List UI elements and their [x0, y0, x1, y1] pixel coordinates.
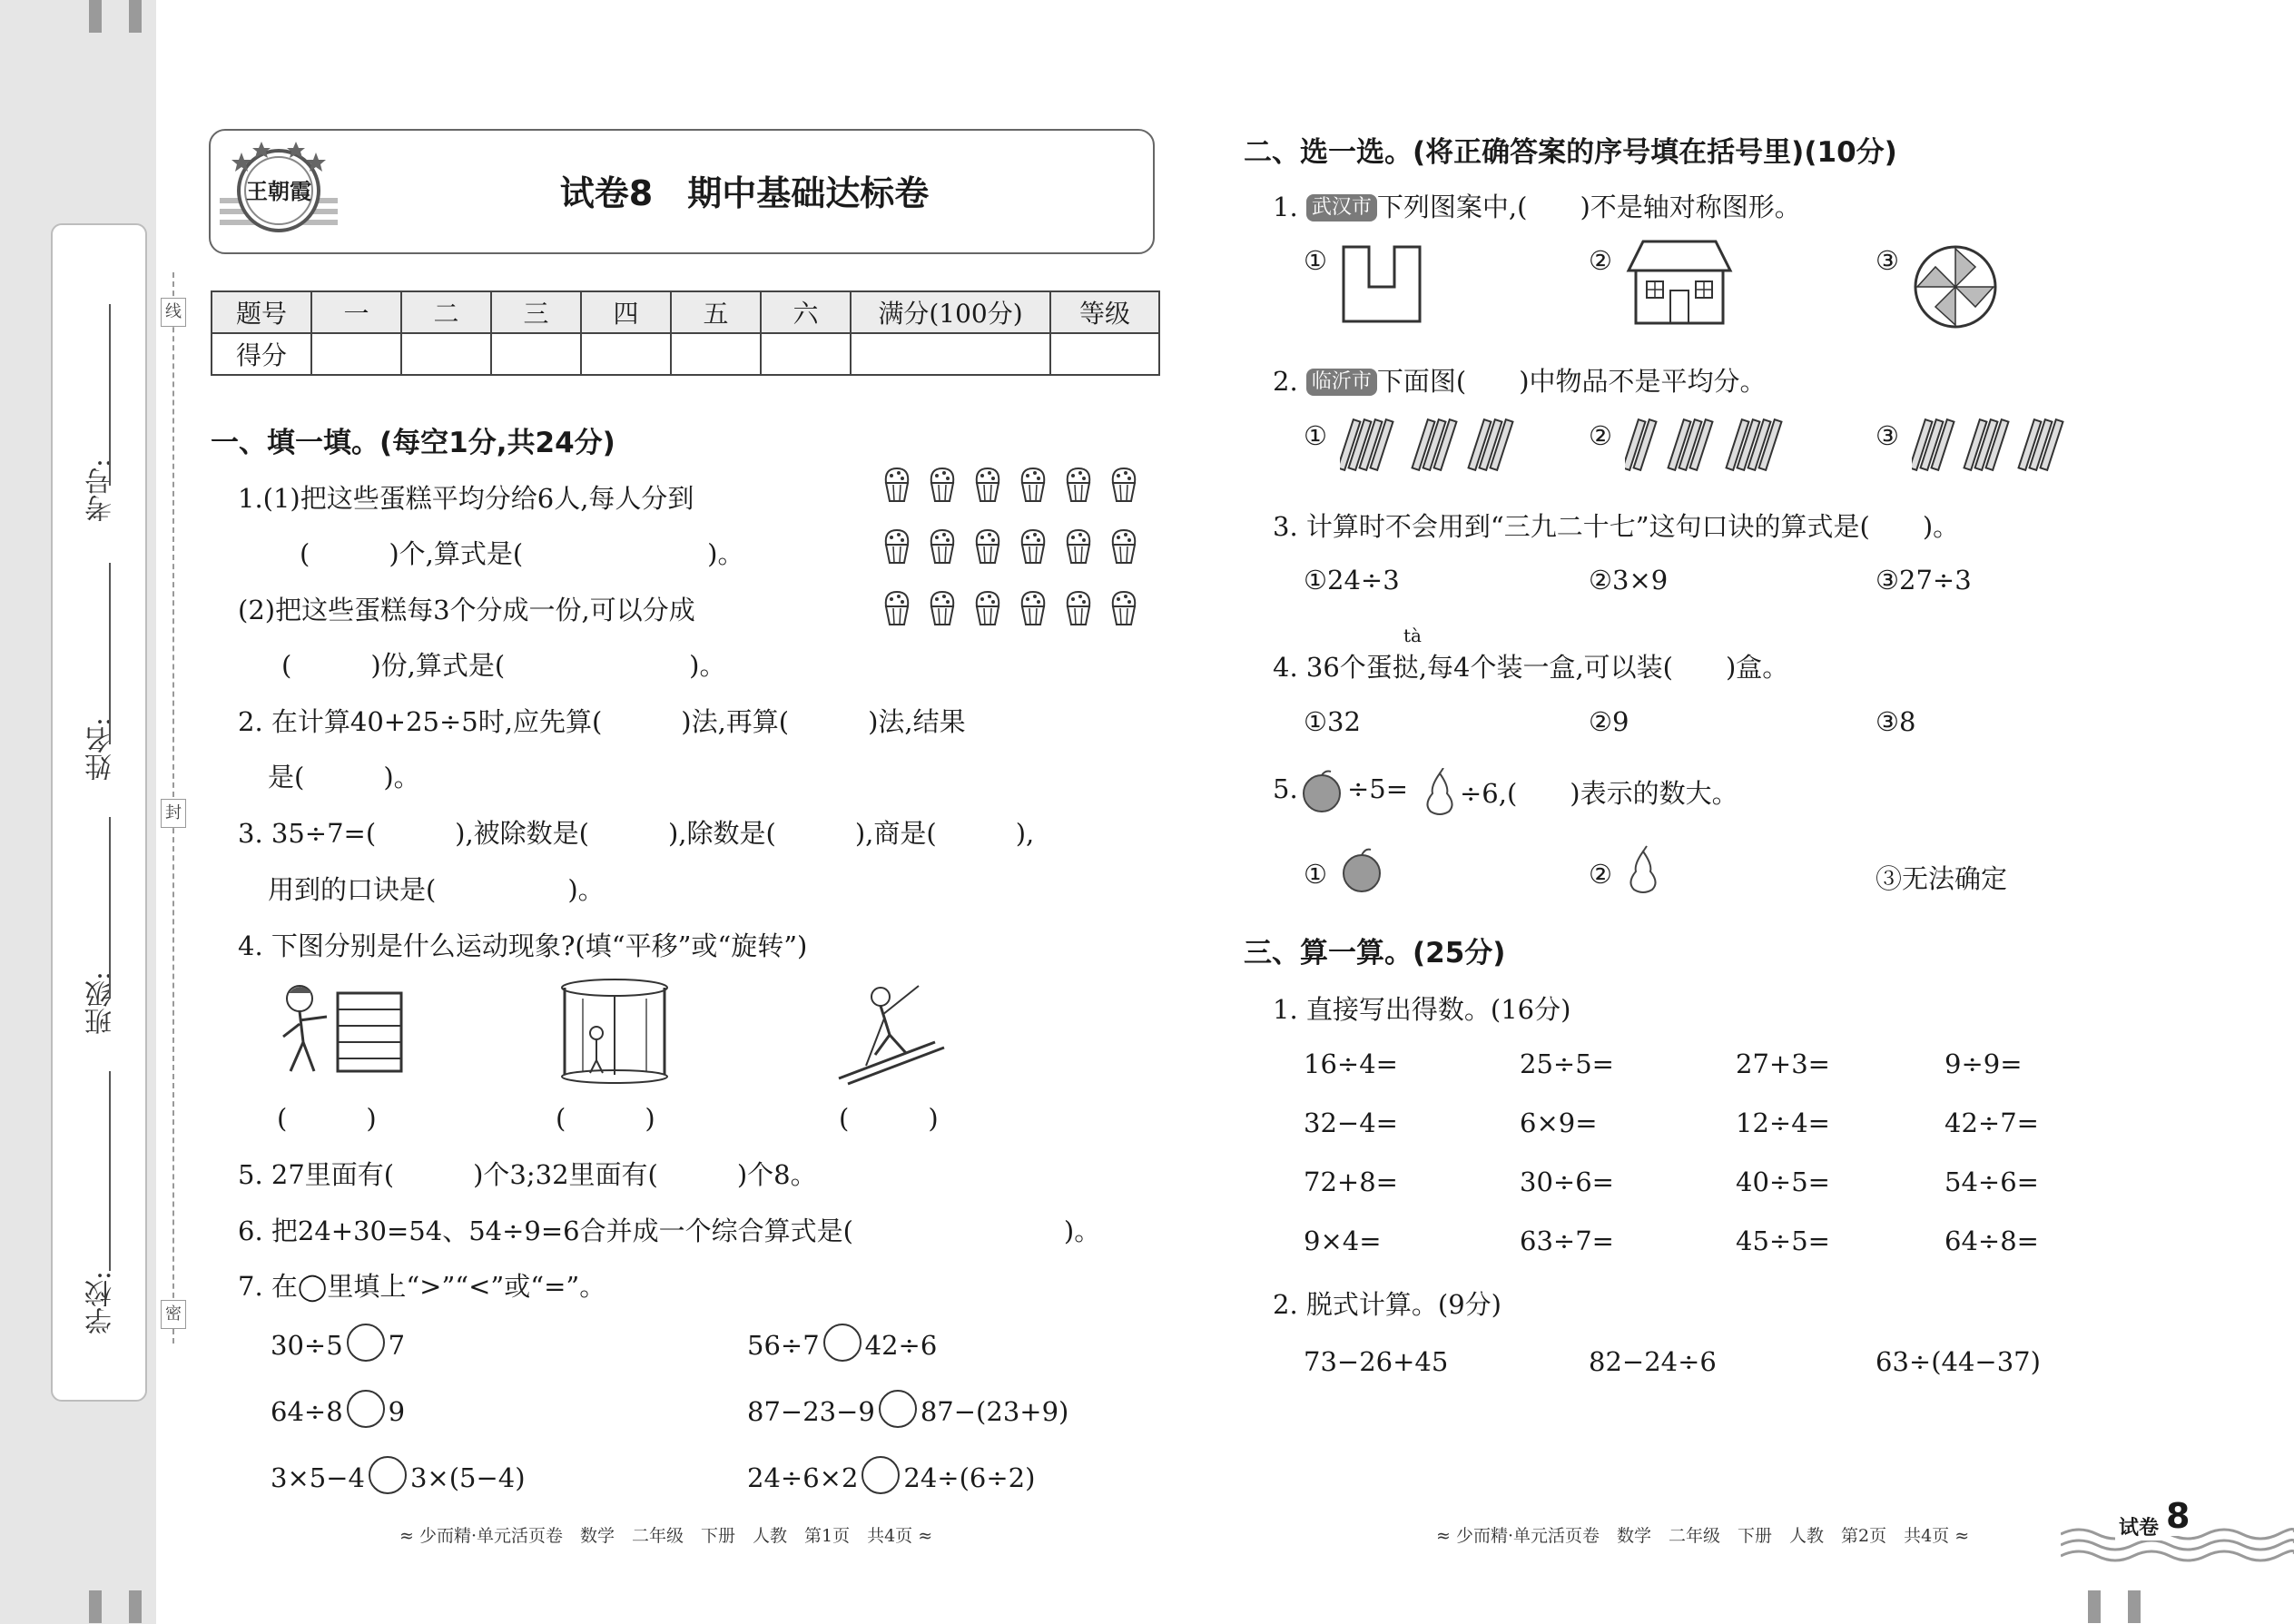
table-cell: 五	[671, 291, 761, 333]
calc-item: 16÷4=	[1304, 1048, 1398, 1079]
school-field[interactable]	[109, 1071, 111, 1271]
score-cell[interactable]	[851, 333, 1050, 375]
pencils-group-1	[1340, 416, 1521, 476]
question-1-line: 1.(1)把这些蛋糕平均分给6人,每人分到	[238, 483, 694, 514]
cut-char: 封	[161, 799, 186, 828]
score-cell[interactable]	[671, 333, 761, 375]
question-text: 下面图( )中物品不是平均分。	[1376, 366, 1767, 397]
table-cell: 等级	[1050, 291, 1159, 333]
choice-question-5-mid: ÷5=	[1347, 773, 1409, 804]
compare-circle[interactable]	[823, 1324, 861, 1362]
pencils-group-2	[1625, 416, 1807, 476]
table-cell: 六	[761, 291, 851, 333]
compare-circle[interactable]	[879, 1390, 917, 1428]
option-label[interactable]: ②3×9	[1589, 565, 1669, 595]
option-label[interactable]: ③	[1876, 420, 1899, 451]
question-4-line: 4. 下图分别是什么运动现象?(填“平移”或“旋转”)	[238, 930, 808, 961]
calc-item: 9×4=	[1304, 1225, 1382, 1256]
step-calc-item: 63÷(44−37)	[1876, 1346, 2041, 1377]
name-label: 姓名:	[85, 717, 117, 782]
compare-circle[interactable]	[347, 1390, 385, 1428]
registration-mark	[89, 0, 102, 33]
question-3-line: 3. 35÷7=( ),被除数是( ),除数是( ),商是( ),	[238, 818, 1035, 849]
house-figure	[1625, 238, 1734, 327]
page-footer-right: ≈ 少而精·单元活页卷 数学 二年级 下册 人教 第2页 共4页 ≈	[1436, 1526, 1970, 1546]
answer-blank[interactable]: ( )	[277, 1103, 377, 1134]
calc-item: 27+3=	[1736, 1048, 1830, 1079]
compare-right: 7	[388, 1330, 406, 1361]
question-1-line: ( )份,算式是( )。	[281, 650, 726, 681]
u-shape-figure	[1340, 243, 1423, 325]
option-label[interactable]: ①32	[1304, 706, 1361, 737]
answer-blank[interactable]: ( )	[839, 1103, 939, 1134]
option-label[interactable]: ②	[1589, 245, 1612, 276]
compare-left: 64÷8	[271, 1396, 343, 1427]
exam-number-label: 考号:	[85, 458, 117, 523]
exam-number-field[interactable]	[109, 304, 111, 486]
svg-text:王朝霞: 王朝霞	[246, 179, 311, 204]
revolving-door-picture	[556, 977, 674, 1086]
score-table-header-row	[212, 291, 1159, 333]
skier-picture	[835, 979, 953, 1088]
table-cell: 题号	[212, 291, 311, 333]
choice-question-4: 4. 36个蛋挞,每4个装一盒,可以装( )盒。	[1273, 652, 1789, 683]
class-label: 班级:	[85, 971, 117, 1036]
score-cell[interactable]	[311, 333, 401, 375]
calc-item: 32−4=	[1304, 1107, 1398, 1138]
option-label[interactable]: ②	[1589, 859, 1612, 890]
option-label[interactable]: ②9	[1589, 706, 1629, 737]
pinwheel-figure	[1912, 243, 1999, 330]
compare-item	[271, 1324, 405, 1362]
registration-mark	[89, 1590, 102, 1623]
choice-question-2: 2. 临沂市 下面图( )中物品不是平均分。	[1273, 366, 1767, 397]
option-label[interactable]: ①24÷3	[1304, 565, 1400, 595]
compare-item	[271, 1390, 405, 1428]
compare-circle[interactable]	[861, 1456, 900, 1494]
publisher-logo	[216, 136, 341, 243]
calc-item: 64÷8=	[1944, 1225, 2039, 1256]
question-6-line: 6. 把24+30=54、54÷9=6合并成一个综合算式是( )。	[238, 1216, 1101, 1246]
cupcakes-picture	[881, 465, 1153, 646]
question-1-line: ( )个,算式是( )。	[300, 538, 744, 569]
question-2-line: 是( )。	[268, 762, 420, 792]
exam-badge-label: 试卷	[2115, 1512, 2162, 1540]
compare-item	[747, 1456, 1035, 1494]
table-cell: 三	[491, 291, 581, 333]
table-cell: 满分(100分)	[851, 291, 1050, 333]
compare-left: 3×5−4	[271, 1462, 365, 1493]
section-3-heading: 三、算一算。(25分)	[1244, 937, 1506, 969]
compare-left: 56÷7	[747, 1330, 820, 1361]
table-cell: 二	[401, 291, 491, 333]
option-label[interactable]: ①	[1304, 245, 1327, 276]
choice-question-3: 3. 计算时不会用到“三九二十七”这句口诀的算式是( )。	[1273, 511, 1960, 542]
registration-mark	[2088, 1590, 2101, 1623]
table-cell: 四	[581, 291, 671, 333]
cut-char: 密	[161, 1300, 186, 1329]
choice-question-5-prefix: 5.	[1273, 773, 1298, 804]
registration-mark	[129, 0, 142, 33]
registration-mark	[2128, 1590, 2141, 1623]
option-label[interactable]: ①	[1304, 420, 1327, 451]
calc-item: 54÷6=	[1944, 1166, 2039, 1197]
calc-item: 40÷5=	[1736, 1166, 1830, 1197]
page-footer-left: ≈ 少而精·单元活页卷 数学 二年级 下册 人教 第1页 共4页 ≈	[399, 1526, 933, 1546]
apple-icon	[1300, 768, 1344, 815]
calc-item: 12÷4=	[1736, 1107, 1830, 1138]
region-tag: 武汉市	[1306, 194, 1377, 221]
question-2-line: 2. 在计算40+25÷5时,应先算( )法,再算( )法,结果	[238, 706, 966, 737]
class-field[interactable]	[109, 817, 111, 999]
question-3-line: 用到的口诀是( )。	[268, 874, 605, 905]
pear-icon	[1625, 844, 1661, 895]
calc-item: 63÷7=	[1520, 1225, 1614, 1256]
question-1-line: (2)把这些蛋糕每3个分成一份,可以分成	[238, 595, 695, 625]
step-calc-item: 82−24÷6	[1589, 1346, 1717, 1377]
page-title: 试卷8 期中基础达标卷	[559, 173, 930, 213]
option-label[interactable]: ②	[1589, 420, 1612, 451]
compare-item	[747, 1390, 1068, 1428]
option-label[interactable]: ③	[1876, 245, 1899, 276]
calc-item: 25÷5=	[1520, 1048, 1614, 1079]
score-cell[interactable]	[491, 333, 581, 375]
score-table-score-row	[212, 333, 1159, 375]
compare-right: 87−(23+9)	[920, 1396, 1069, 1427]
question-7-line: 7. 在◯里填上“>”“<”或“=”。	[238, 1271, 606, 1302]
question-5-line: 5. 27里面有( )个3;32里面有( )个8。	[238, 1159, 817, 1190]
option-label[interactable]: ①	[1304, 859, 1327, 890]
score-cell[interactable]	[1050, 333, 1159, 375]
option-label[interactable]: ③27÷3	[1876, 565, 1972, 595]
student-info-card	[51, 223, 147, 1402]
option-label[interactable]: ③无法确定	[1876, 863, 2008, 894]
registration-mark	[129, 1590, 142, 1623]
option-label[interactable]: ③8	[1876, 706, 1916, 737]
pear-icon	[1422, 768, 1458, 817]
cut-char: 线	[161, 298, 186, 327]
pencils-group-3	[1912, 416, 2075, 476]
table-cell: 得分	[212, 333, 311, 375]
boy-pushing-door-picture	[263, 980, 418, 1080]
calc-item: 6×9=	[1520, 1107, 1598, 1138]
compare-left: 87−23−9	[747, 1396, 875, 1427]
calc-item: 45÷5=	[1736, 1225, 1830, 1256]
choice-question-5-suffix: ÷6,( )表示的数大。	[1460, 778, 1738, 809]
compare-right: 42÷6	[864, 1330, 938, 1361]
calc-item: 30÷6=	[1520, 1166, 1614, 1197]
compare-item	[271, 1456, 526, 1494]
score-cell[interactable]	[401, 333, 491, 375]
region-tag: 临沂市	[1306, 369, 1377, 396]
sub-question-2: 2. 脱式计算。(9分)	[1273, 1289, 1501, 1320]
answer-blank[interactable]: ( )	[556, 1103, 655, 1134]
pinyin-annotation: tà	[1403, 625, 1422, 646]
score-cell[interactable]	[761, 333, 851, 375]
compare-right: 9	[388, 1396, 406, 1427]
calc-item: 9÷9=	[1944, 1048, 2023, 1079]
score-cell[interactable]	[581, 333, 671, 375]
name-field[interactable]	[109, 563, 111, 744]
calc-item: 72+8=	[1304, 1166, 1398, 1197]
choice-question-1: 1. 武汉市 下列图案中,( )不是轴对称图形。	[1273, 192, 1801, 222]
compare-right: 3×(5−4)	[409, 1462, 526, 1493]
score-table	[211, 290, 1160, 376]
compare-item	[747, 1324, 937, 1362]
compare-right: 24÷(6÷2)	[903, 1462, 1036, 1493]
calc-item: 42÷7=	[1944, 1107, 2039, 1138]
apple-icon	[1340, 844, 1383, 895]
compare-circle[interactable]	[347, 1324, 385, 1362]
school-label: 学校:	[85, 1271, 117, 1335]
section-1-heading: 一、填一填。(每空1分,共24分)	[211, 427, 615, 459]
section-2-heading: 二、选一选。(将正确答案的序号填在括号里)(10分)	[1244, 136, 1897, 169]
table-cell: 一	[311, 291, 401, 333]
compare-left: 24÷6×2	[747, 1462, 859, 1493]
step-calc-item: 73−26+45	[1304, 1346, 1449, 1377]
compare-left: 30÷5	[271, 1330, 343, 1361]
sub-question-1: 1. 直接写出得数。(16分)	[1273, 994, 1571, 1025]
question-text: 下列图案中,( )不是轴对称图形。	[1376, 192, 1801, 222]
exam-badge-number: 8	[2162, 1496, 2193, 1536]
compare-circle[interactable]	[369, 1456, 407, 1494]
